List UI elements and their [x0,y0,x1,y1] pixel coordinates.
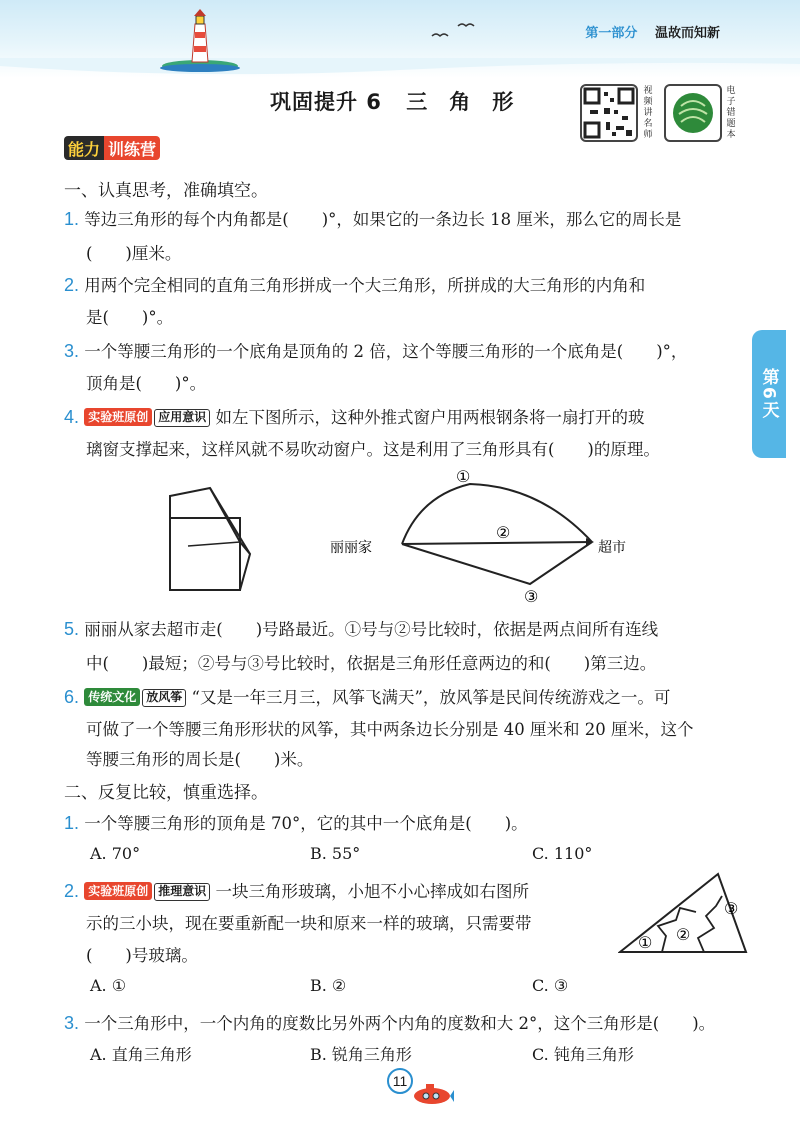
broken-glass-figure [618,868,750,956]
day-tab: 第6天 [752,330,786,458]
qr-label-video: 视频讲名师 [643,86,653,140]
q2-text2: 是( )°。 [86,308,174,327]
route-3-label: ③ [524,587,539,606]
qr-code-video[interactable] [580,84,638,142]
badge-part2: 训练营 [104,136,160,160]
p2q3-text1: 一个三角形中，一个内角的度数比另外两个内角的度数和大 2°，这个三角形是( )。 [84,1014,716,1033]
p2q2-option-b[interactable]: B. ② [310,976,347,995]
birds-icon [430,20,480,44]
q6-text3: 等腰三角形的周长是( )米。 [86,750,314,769]
glass-piece-3: ③ [724,899,739,918]
route-1-label: ① [456,467,471,486]
p2q2-number: 2. [64,881,80,901]
q3-line1 [64,338,687,362]
watermelon-icon [666,86,720,140]
p2q1-option-a[interactable]: A. 70° [90,844,141,863]
q3-text2: 顶角是( )°。 [86,374,207,393]
q5-text2: 中( )最短；②号与③号比较时，依据是三角形任意两边的和( )第三边。 [86,654,657,673]
p2q2-option-c[interactable]: C. ③ [532,976,569,995]
p2q1-option-c[interactable]: C. 110° [532,844,593,863]
glass-piece-2: ② [676,925,691,944]
page-number: 11 [387,1068,413,1094]
p2q3-line1 [64,1010,715,1034]
label-market: 超市 [598,540,626,556]
header-right [585,22,720,41]
p2q2-text1: 一块三角形玻璃，小旭不小心摔成如右图所 [215,882,530,901]
title-sub: 三角形 [406,90,536,114]
title-main: 巩固提升 6 [270,90,382,114]
q4-text2: 璃窗支撑起来，这样风就不易吹动窗户。这是利用了三角形具有( )的原理。 [86,440,660,459]
header-part: 第一部分 [585,25,638,40]
q2-text1: 用两个完全相同的直角三角形拼成一个大三角形，所拼成的大三角形的内角和 [84,276,646,295]
p2q1-text1: 一个等腰三角形的顶角是 70°，它的其中一个底角是( )。 [84,814,528,833]
p2q2-line1 [64,878,529,902]
badge-part1: 能力 [64,136,104,160]
q4-line1 [64,404,645,428]
p2q3-option-a[interactable]: A. 直角三角形 [90,1045,192,1064]
part1-heading: 一、认真思考，准确填空。 [64,181,268,201]
route-2-label: ② [496,523,511,542]
p2q2-tag-original: 实验班原创 [84,882,152,900]
p2q3-option-b[interactable]: B. 锐角三角形 [310,1045,412,1064]
q6-tag-topic: 放风筝 [142,689,186,707]
q1-text1: 等边三角形的每个内角都是( )°，如果它的一条边长 18 厘米，那么它的周长是 [84,210,682,229]
p2q1-option-b[interactable]: B. 55° [310,844,361,863]
p2q2-text2: 示的三小块，现在要重新配一块和原来一样的玻璃，只需要带 [86,914,532,933]
p2q2-tag-skill: 推理意识 [154,883,210,901]
q6-text2: 可做了一个等腰三角形形状的风筝，其中两条边长分别是 40 厘米和 20 厘米，这个 [86,720,694,739]
q5-number: 5. [64,619,80,639]
label-home: 丽丽家 [330,540,372,556]
q2-number: 2. [64,275,80,295]
q3-number: 3. [64,341,80,361]
submarine-icon [408,1080,454,1106]
glass-piece-1: ① [638,933,653,952]
p2q3-number: 3. [64,1013,80,1033]
p2q1-line1 [64,810,528,834]
q4-text1: 如左下图所示，这种外推式窗户用两根钢条将一扇打开的玻 [215,408,645,427]
q6-line1 [64,684,670,708]
window-figure [160,486,260,592]
qr-pattern-icon [582,86,636,140]
q1-number: 1. [64,209,80,229]
p2q3-option-c[interactable]: C. 钝角三角形 [532,1045,634,1064]
qr-label-errors: 电子错题本 [726,86,736,140]
qr-code-errors[interactable] [664,84,722,142]
q4-tag-original: 实验班原创 [84,408,152,426]
p2q2-option-a[interactable]: A. ① [90,976,127,995]
section-badge [64,136,160,160]
q1-line1 [64,206,681,230]
header-wave [0,58,800,86]
q5-line1 [64,616,658,640]
lighthouse-icon [160,6,240,72]
q1-text2: ( )厘米。 [86,244,182,263]
header-motto: 温故而知新 [654,25,720,40]
q5-text1: 丽丽从家去超市走( )号路最近。①号与②号比较时，依据是两点间所有连线 [84,620,659,639]
route-figure [330,466,660,606]
p2q2-text3: ( )号玻璃。 [86,946,198,965]
q4-tag-skill: 应用意识 [154,409,210,427]
p2q1-number: 1. [64,813,80,833]
q6-tag-culture: 传统文化 [84,688,140,706]
page-title [270,86,535,116]
q4-number: 4. [64,407,80,427]
part2-heading: 二、反复比较，慎重选择。 [64,783,268,803]
q6-text1: “又是一年三月三，风筝飞满天”，放风筝是民间传统游戏之一。可 [191,688,671,707]
q3-text1: 一个等腰三角形的一个底角是顶角的 2 倍，这个等腰三角形的一个底角是( )°， [84,342,688,361]
q6-number: 6. [64,687,80,707]
q2-line1 [64,272,645,296]
